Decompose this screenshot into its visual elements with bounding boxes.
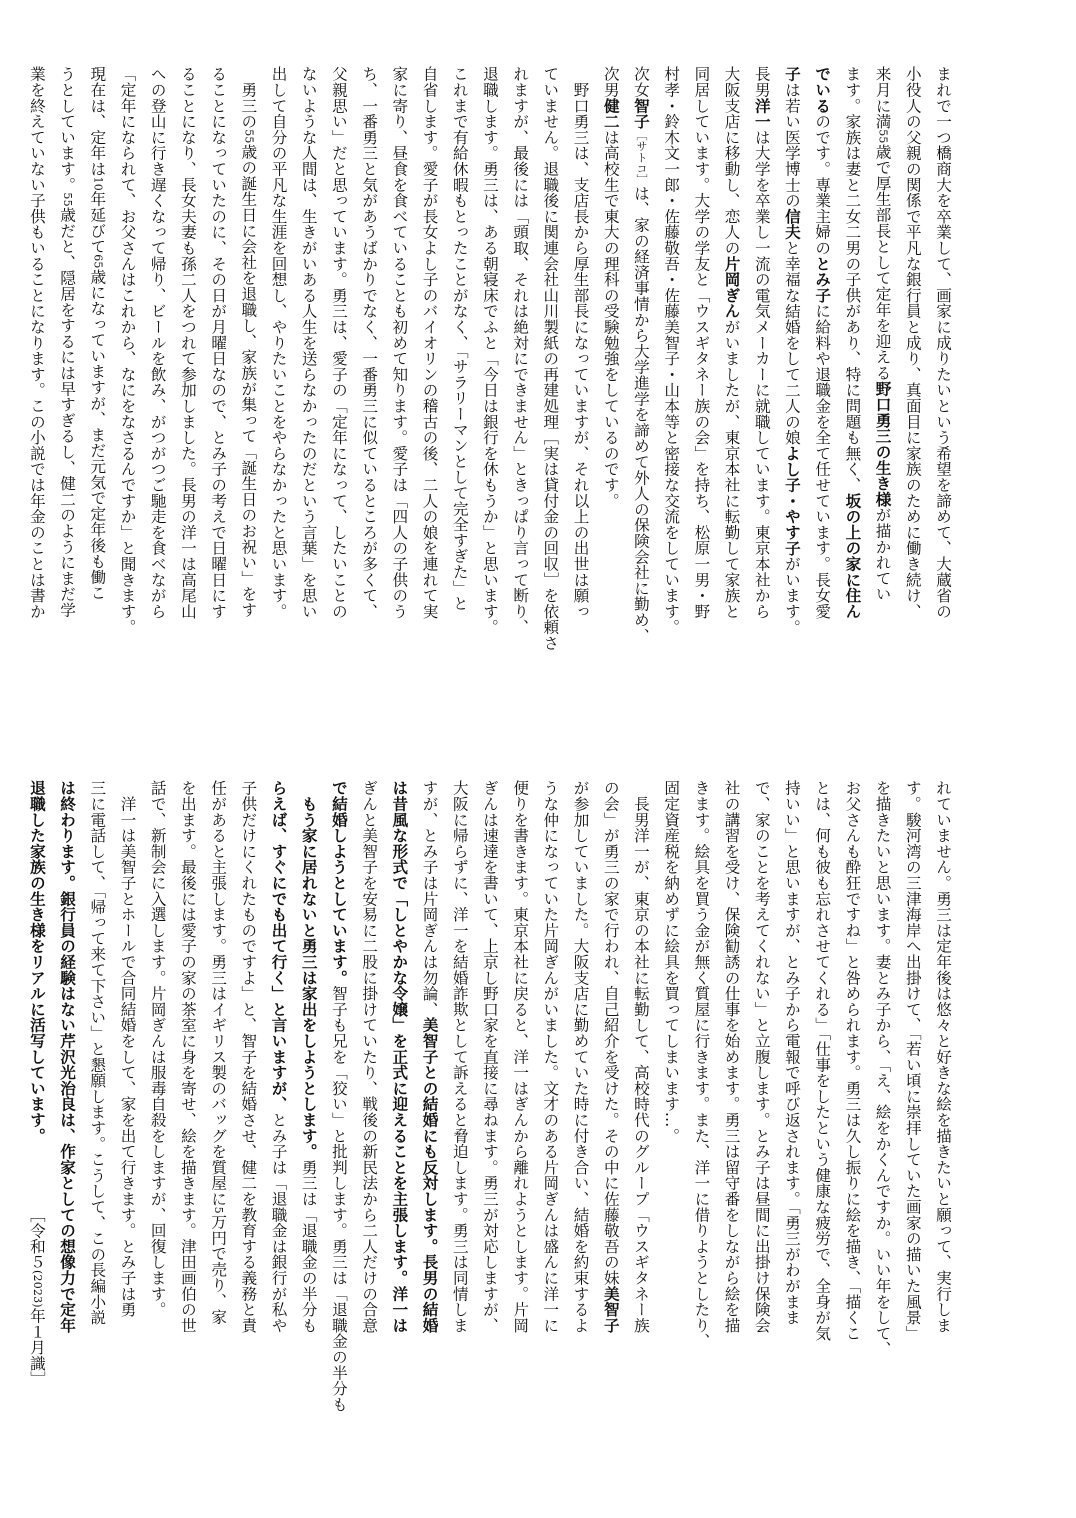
bold-text: よし子・やす子 [782, 445, 802, 556]
bold-text: 坂の上の家に住ん [843, 492, 863, 620]
text-column [22, 66, 52, 744]
text-column [143, 66, 173, 744]
text-run: 家に寄り、昼食を食べていることも初めて知ります。愛子は「四人の子供のう [390, 66, 409, 619]
text-run: ぎんと美智子を安易に二股に掛けていたり、戦後の新民法から二人だけの合意 [360, 780, 379, 1333]
text-column [384, 66, 414, 744]
text-run: がいます。 [782, 555, 801, 635]
text-run: 次女 [631, 66, 650, 98]
text-column [656, 66, 686, 744]
text-run: ることになり、長女夫妻も孫二人をつれて参加しました。長男の洋一は高尾山 [178, 66, 197, 619]
text-column [747, 780, 777, 1468]
text-run: を出ます。最後には愛子の家の茶室に身を寄せ、絵を描きます。津田画伯の世 [178, 780, 197, 1333]
bold-text: 野口勇三の生き様 [873, 380, 893, 508]
text-run: 退職します。勇三は、ある朝寝床でふと「今日は銀行を休もうか」と思います。 [480, 66, 499, 635]
text-column [354, 66, 384, 744]
text-run: 歳になっていますが、まだ元気で定年後も働こ [88, 268, 107, 601]
text-column [263, 66, 293, 744]
text-column [263, 780, 293, 1468]
text-run: 子供だけにくれたものですよ」と、智子を結婚させ、健二を教育する義務と責 [239, 780, 258, 1333]
text-column [898, 780, 928, 1468]
text-run: これまで有給休暇もとったことがなく、「サラリーマンとして完全すぎた」と [450, 66, 469, 612]
text-run: 年１月識］ [27, 1307, 46, 1387]
text-run: れますが、最後には「頭取、それは絶対にできません」ときっぱり言って断り、 [511, 66, 530, 635]
text-run: 万円で売り、家 [209, 1213, 228, 1325]
bold-text: 片岡ぎん [722, 255, 742, 319]
text-run: 55 [61, 192, 75, 207]
text-column [203, 66, 233, 744]
lower-text-block [27, 780, 958, 1468]
text-run: 村孝・鈴木文一郎・佐藤敬吾・佐藤美智子・山本等と密接な交流をしています。 [662, 66, 681, 635]
text-column [143, 780, 173, 1468]
text-column [203, 780, 233, 1468]
text-run: ていません。退職後に関連会社山川製紙の再建処理［実は貸付金の回収］を依頼さ [541, 66, 560, 651]
text-column [777, 66, 807, 744]
text-run: 小役人の父親の関係で平凡な銀行員と成り、真面目に家族のために働き続け、 [903, 66, 922, 619]
text-run: 洋一は美智子とホールで合同結婚をして、家を出て行きます。とみ子は勇 [118, 780, 137, 1318]
text-run: とみ子は「退職金は銀行が私や [269, 1111, 288, 1334]
text-run: まれで一つ橋商大を卒業して、画家に成りたいという希望を諦めて、大蔵省の [934, 66, 952, 619]
text-run: は大学を卒業し一流の電気メーカーに就職しています。東京本社から [752, 129, 771, 620]
text-column [747, 66, 777, 744]
text-column [535, 66, 565, 744]
text-run: ます。家族は妻と二女二男の子供があり、特に問題も無く、 [843, 66, 862, 493]
text-run: 便りを書きます。東京本社に戻ると、洋一はぎんから離れようとします。片岡 [511, 780, 530, 1333]
text-run: 野口勇三は、支店長から厚生部長になっていますが、それ以上の出世は願っ [571, 66, 590, 619]
text-column [807, 66, 837, 744]
bold-text: とみ子 [813, 255, 833, 304]
text-run: への登山に行き遅くなって帰り、ビールを飲み、がつがつご馳走を食べながら [148, 66, 167, 619]
text-column [837, 66, 867, 744]
text-run: 智子も兄を「狡い」と批判します。勇三は「退職金の半分も [329, 985, 348, 1413]
text-run: 三に電話して、「帰って来て下さい」と懇願します。こうして、この長編小説 [88, 780, 107, 1326]
text-column [626, 66, 656, 744]
text-column [807, 780, 837, 1468]
text-column [173, 66, 203, 744]
text-run: 歳の誕生日に会社を退職し、家族が集って「誕生日のお祝い」をす [239, 143, 258, 618]
bold-text: でいる [813, 66, 833, 114]
text-run: 出して自分の平凡な生涯を回想し、やりたいことをやらなかったと思います。 [269, 66, 288, 619]
text-column [867, 780, 897, 1468]
text-column [82, 780, 112, 1468]
text-run: ぎんは速達を書いて、上京し野口家を直接に尋ねます。勇三が対応しますが、 [480, 780, 499, 1333]
text-run: きます。絵具を買う金が無く質屋に行きます。また、洋一に借りようとしたり、 [692, 780, 711, 1349]
text-column [22, 780, 52, 1468]
bold-text: 智子 [631, 97, 651, 130]
upper-text-block [27, 66, 958, 744]
text-run: 歳で厚生部長として定年を迎える [873, 143, 892, 381]
text-column [686, 66, 716, 744]
bold-text: 健二 [601, 97, 621, 130]
text-run: 現在は、定年は [88, 66, 107, 177]
text-run: と幸福な結婚をして二人の娘 [782, 239, 801, 446]
text-run: がいましたが、東京本社に転勤して家族と [722, 318, 741, 620]
text-run: は若い医学博士の [782, 81, 801, 209]
text-run: お父さんも酔狂ですね」と咎められます。勇三は久し振りに絵を描き、「描くこ [843, 780, 862, 1341]
text-column [475, 780, 505, 1468]
text-column [505, 66, 535, 744]
text-run: 次男 [601, 66, 620, 98]
text-run: 55 [876, 129, 890, 144]
text-run: ることになっていたのに、その日が月曜日なので、とみ子の考えで日曜日にす [209, 66, 228, 619]
text-column [324, 66, 354, 744]
text-run: 大阪支店に移動し、恋人の [722, 66, 741, 256]
text-column [294, 780, 324, 1468]
text-run: すが、とみ子は片岡ぎんは勿論、 [420, 780, 439, 1017]
bold-text: は昔風な形式で「しとやかな令嬢」を正式に迎えることを主張します。洋一は [390, 780, 410, 1333]
text-column [112, 780, 142, 1468]
text-run: うとしています。 [58, 66, 77, 193]
bold-text: もう家に居れないと勇三は家出をしようとします。 [299, 780, 319, 1160]
text-run: (2023) [30, 1270, 44, 1308]
text-column [596, 66, 626, 744]
text-run: 社の講習を受け、保険勧誘の仕事を始めます。勇三は留守番をしながら絵を描 [722, 780, 741, 1333]
text-run: 話で、新制会に入選します。片岡ぎんは服毒自殺をしますが、回復します。 [148, 780, 167, 1318]
text-column [52, 66, 82, 744]
text-column [445, 780, 475, 1468]
text-run: を描きたいと思います。妻とみ子から、「え、絵をかくんですか。いい年をして、 [873, 780, 892, 1357]
text-run: 業を終えていない子供もいることになります。この小説では年金のことは書か [27, 66, 46, 619]
text-column [656, 780, 686, 1468]
text-column [596, 780, 626, 1468]
text-run: れていません。勇三は定年後は悠々と好きな絵を描きたいと願って、実行しま [934, 780, 952, 1333]
text-column [928, 66, 958, 744]
text-run: 5 [212, 1206, 226, 1214]
text-column [233, 780, 263, 1468]
text-run: 55 [242, 129, 256, 144]
bold-text: 子 [782, 66, 802, 82]
text-column [626, 780, 656, 1468]
text-column [867, 66, 897, 744]
text-run: 同居しています。大学の学友と「ウスギタネー族の会」を持ち、松原一男・野 [692, 66, 711, 619]
text-column [535, 780, 565, 1468]
text-column [384, 780, 414, 1468]
text-run: ［令和５ [27, 1135, 46, 1271]
text-column [777, 780, 807, 1468]
bold-text: らえば、すぐにでも出て行く」と言いますが、 [269, 780, 289, 1112]
text-run: が参加していました。大阪支店に勤めていた時に付き合い、結婚を約束するよ [571, 780, 590, 1333]
bold-text: で結婚しようとしています。 [329, 780, 349, 986]
text-run: 10 [91, 176, 105, 192]
text-run: 長男洋一が、東京の本社に転勤して、高校時代のグループ「ウスギタネー族 [631, 780, 650, 1333]
text-run: 持いい」と思いますが、とみ子から電報で呼び返されます。「勇三がわがまま [782, 780, 801, 1326]
bold-text: 信夫 [782, 208, 802, 240]
text-column [898, 66, 928, 744]
text-run: のです。専業主婦の [813, 113, 832, 256]
text-column [414, 66, 444, 744]
text-run: す。駿河湾の三津海岸へ出掛けて、「若い頃に崇拝していた画家の描いた風景」 [903, 780, 922, 1341]
text-run: が描かれてい [873, 507, 892, 602]
text-run: 任があると主張します。勇三はイギリス製のバッグを質屋に [209, 780, 228, 1207]
text-run: 父親思い」だと思っています。勇三は、愛子の「定年になって、したいことの [329, 66, 348, 619]
text-column [324, 780, 354, 1468]
text-run: 歳だと、隠居をするには早すぎるし、健二のようにまだ学 [58, 206, 77, 618]
text-column [233, 66, 263, 744]
text-run: 「定年になられて、お父さんはこれから、なにをなさるんですか」と聞きます。 [118, 66, 137, 635]
text-run: 自省します。愛子が長女よし子のバイオリンの稽古の後、二人の娘を連れて実 [420, 66, 439, 619]
text-run: 勇三は「退職金の半分も [299, 1159, 318, 1334]
text-column [565, 66, 595, 744]
text-run: 大阪に帰らずに、洋一を結婚詐欺として訴えると脅迫します。勇三は同情しま [450, 780, 469, 1333]
text-column [82, 66, 112, 744]
text-run: は、家の経済事情から大学進学を諦めて外人の保険会社に勤め、 [631, 185, 650, 644]
bold-text: 洋一 [752, 97, 772, 130]
text-run: ［サトコ］ [634, 129, 648, 186]
text-column [686, 780, 716, 1468]
text-column [565, 780, 595, 1468]
text-column [52, 780, 82, 1468]
text-column [505, 780, 535, 1468]
text-run: ち、一番勇三と気があうばかりでなく、一番勇三に似ているところが多くて、 [360, 66, 379, 619]
text-column [716, 780, 746, 1468]
bold-text: は終わります。銀行員の経験はない芹沢光治良は、作家としての想像力で定年 [58, 780, 78, 1333]
text-run: うな仲になっていた片岡ぎんがいました。文才のある片岡ぎんは盛んに洋一に [541, 780, 560, 1333]
text-column [716, 66, 746, 744]
text-run: 65 [91, 254, 105, 269]
text-run: 固定資産税を納めずに絵具を買ってしまいます…。 [662, 780, 681, 1144]
text-column [354, 780, 384, 1468]
text-column [294, 66, 324, 744]
text-run: に給料や退職金を全て任せています。長女愛 [813, 303, 832, 620]
text-run: 来月に満 [873, 66, 892, 130]
text-run: 年延びて [88, 191, 107, 255]
text-column [173, 780, 203, 1468]
text-run: とは、何も彼も忘れさせてくれる」「仕事をしたという健康な疲労で、全身が気 [813, 780, 832, 1341]
text-column [837, 780, 867, 1468]
text-column [475, 66, 505, 744]
bold-text: 退職した家族の生き様をリアルに活写しています。 [27, 780, 47, 1136]
text-run: 長男 [752, 66, 771, 98]
bold-text: 美智子との結婚にも反対します。長男の結婚 [420, 1017, 440, 1333]
text-run: は高校生で東大の理科の受験勉強をしているのです。 [601, 129, 620, 509]
text-column [414, 780, 444, 1468]
text-run: の会」が勇三の家で行われ、自己紹介を受けた。その中に佐藤敬吾の妹 [601, 780, 620, 1286]
text-run: ないような人間は、生きがいある人生を送らなかったのだという言葉」を思い [299, 66, 318, 619]
text-column [445, 66, 475, 744]
text-run: 勇三の [239, 66, 258, 130]
text-column [112, 66, 142, 744]
bold-text: 美智子 [601, 1285, 621, 1334]
text-column [928, 780, 958, 1468]
text-run: で、家のことを考えてくれない」と立腹します。とみ子は昼間に出掛け保険会 [752, 780, 771, 1333]
